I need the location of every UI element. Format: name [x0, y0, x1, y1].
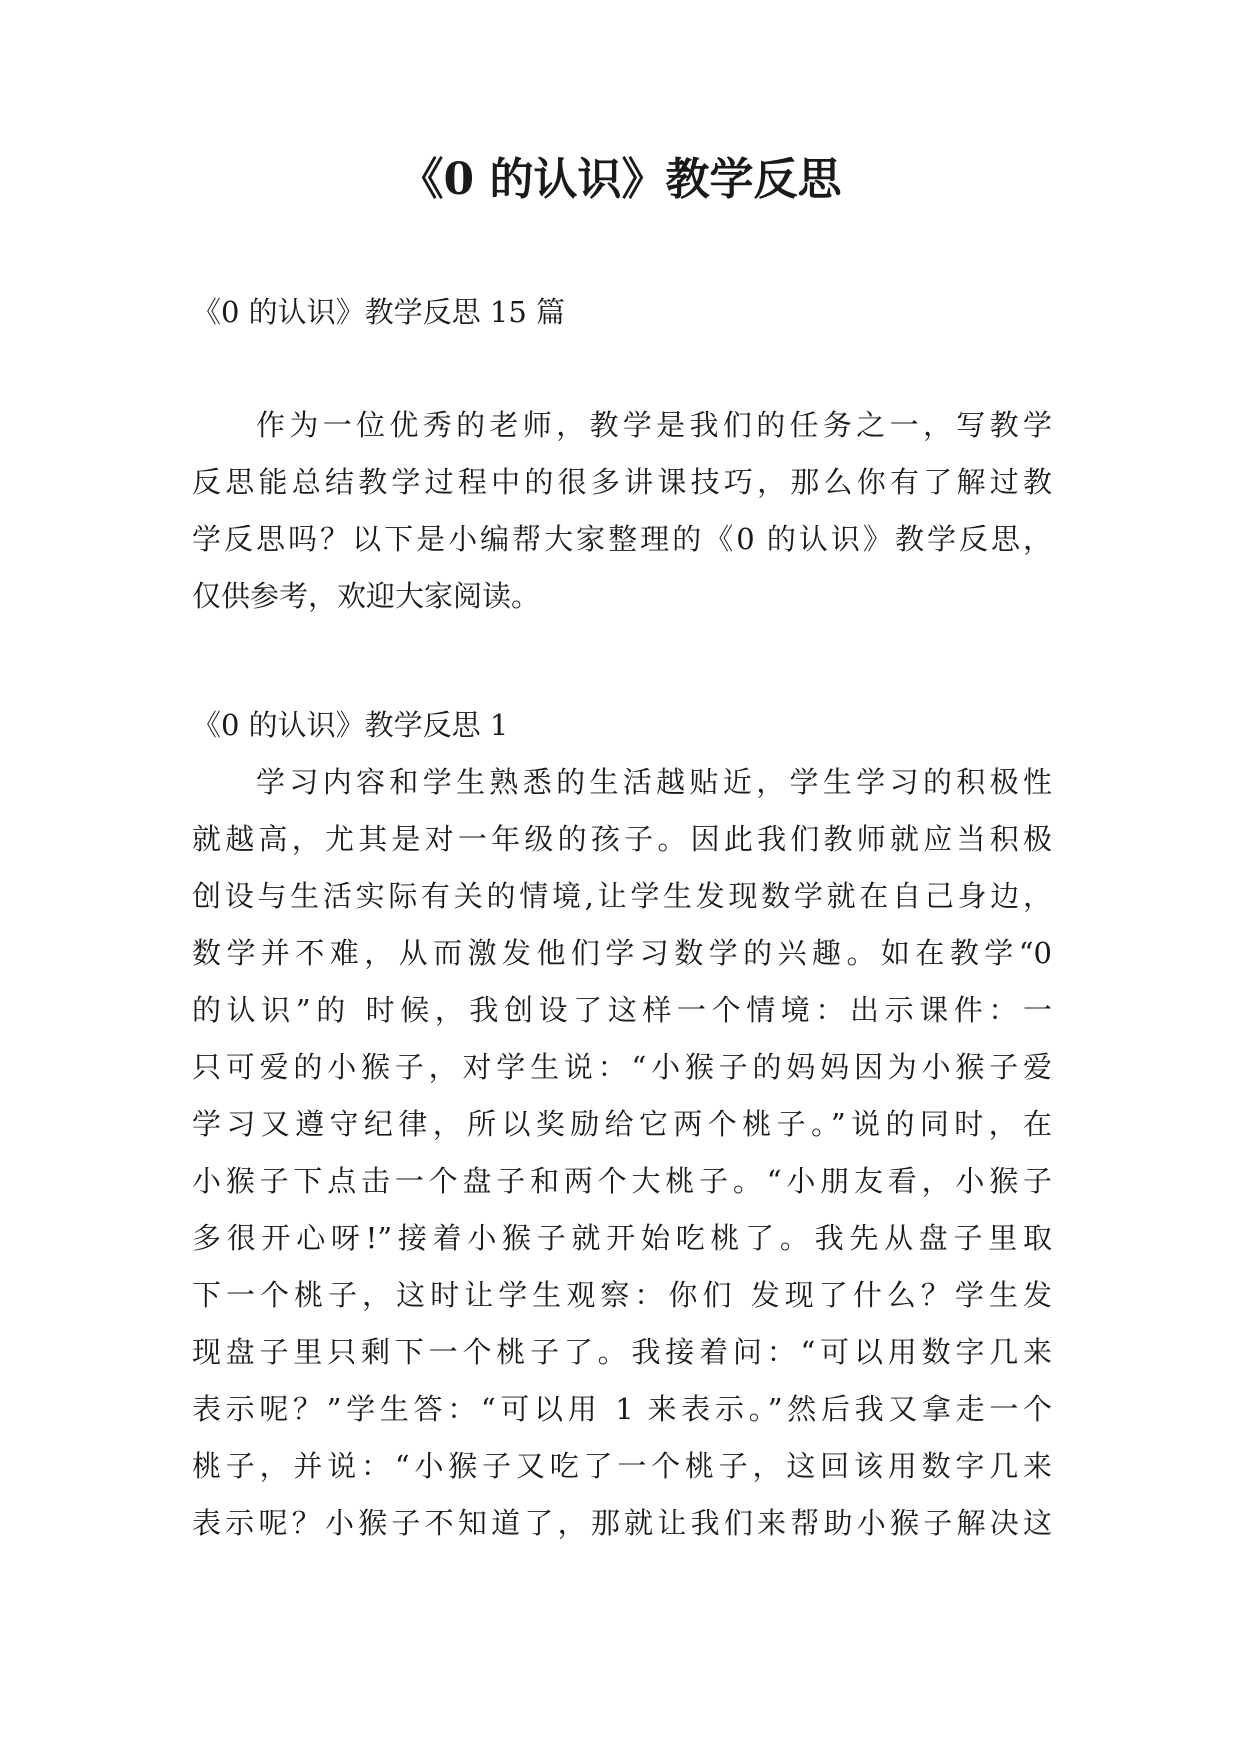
body-line: 只可爱的小猴子，对学生说：“小猴子的妈妈因为小猴子爱: [192, 1050, 1052, 1084]
body-line: 的认识”的 时候，我创设了这样一个情境：出示课件：一: [192, 993, 1052, 1027]
body-line: 就越高，尤其是对一年级的孩子。因此我们教师就应当积极: [192, 822, 1052, 856]
body-line: 桃子，并说：“小猴子又吃了一个桃子，这回该用数字几来: [192, 1449, 1052, 1483]
intro-line: 仅供参考，欢迎大家阅读。: [192, 579, 541, 613]
body-line: 学习又遵守纪律，所以奖励给它两个桃子。”说的同时，在: [192, 1107, 1052, 1141]
body-line: 表示呢？小猴子不知道了，那就让我们来帮助小猴子解决这: [192, 1506, 1052, 1540]
body-line: 下一个桃子，这时让学生观察：你们 发现了什么？学生发: [192, 1278, 1052, 1312]
body-line: 多很开心呀!”接着小猴子就开始吃桃了。我先从盘子里取: [192, 1221, 1052, 1255]
body-line: 表示呢？”学生答：“可以用 1 来表示。”然后我又拿走一个: [192, 1392, 1052, 1426]
body-line: 数学并不难，从而激发他们学习数学的兴趣。如在教学“0: [192, 936, 1052, 970]
document-title: 《0 的认识》教学反思: [399, 154, 842, 205]
body-line: 现盘子里只剩下一个桃子了。我接着问：“可以用数字几来: [192, 1335, 1052, 1369]
body-line: 小猴子下点击一个盘子和两个大桃子。“小朋友看，小猴子: [192, 1164, 1052, 1198]
intro-line: 学反思吗？以下是小编帮大家整理的《0 的认识》教学反思，: [192, 522, 1052, 556]
body-line: 学习内容和学生熟悉的生活越贴近，学生学习的积极性: [256, 765, 1052, 799]
document-subtitle: 《0 的认识》教学反思 15 篇: [192, 295, 566, 329]
body-line: 创设与生活实际有关的情境,让学生发现数学就在自己身边，: [192, 879, 1052, 913]
intro-line: 作为一位优秀的老师，教学是我们的任务之一，写教学: [256, 408, 1052, 442]
intro-line: 反思能总结教学过程中的很多讲课技巧，那么你有了解过教: [192, 465, 1052, 499]
section-heading: 《0 的认识》教学反思 1: [192, 708, 509, 742]
